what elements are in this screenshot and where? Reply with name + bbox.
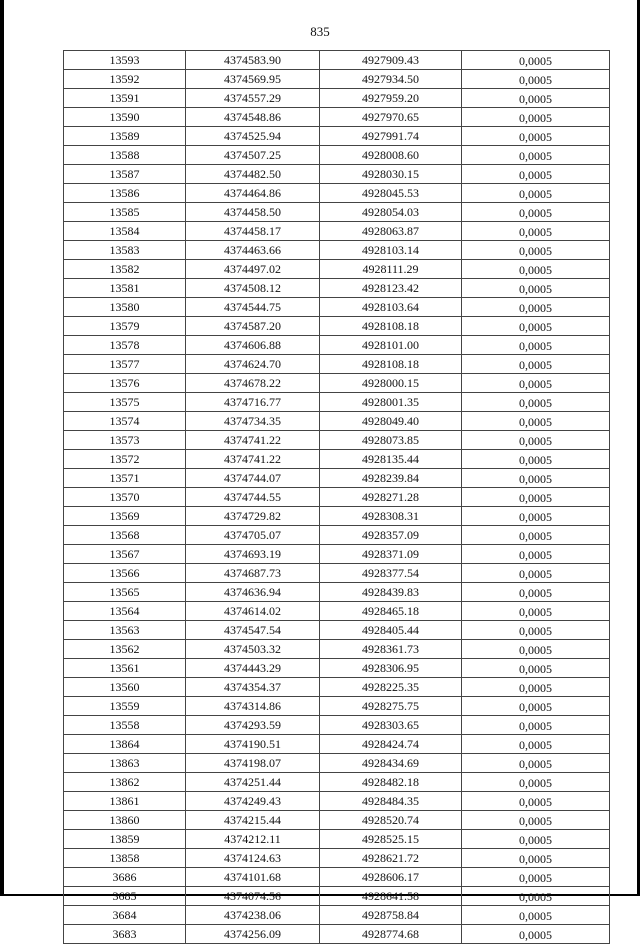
value-cell: 0,0005 bbox=[462, 564, 610, 583]
table-row bbox=[64, 488, 610, 507]
x-coordinate-cell: 4374293.59 bbox=[186, 716, 320, 735]
table-row bbox=[64, 336, 610, 355]
y-coordinate-cell: 4928465.18 bbox=[320, 602, 462, 621]
point-id-cell: 13858 bbox=[64, 849, 186, 868]
x-coordinate-cell: 4374190.51 bbox=[186, 735, 320, 754]
page-number: 835 bbox=[310, 24, 330, 39]
value-cell: 0,0005 bbox=[462, 317, 610, 336]
table-row bbox=[64, 469, 610, 488]
y-coordinate-cell: 4928606.17 bbox=[320, 868, 462, 887]
point-id-cell: 13584 bbox=[64, 222, 186, 241]
point-id-cell: 13566 bbox=[64, 564, 186, 583]
value-cell: 0,0005 bbox=[462, 70, 610, 89]
value-cell: 0,0005 bbox=[462, 431, 610, 450]
table-row bbox=[64, 127, 610, 146]
x-coordinate-cell: 4374614.02 bbox=[186, 602, 320, 621]
y-coordinate-cell: 4928225.35 bbox=[320, 678, 462, 697]
point-id-cell: 13859 bbox=[64, 830, 186, 849]
value-cell: 0,0005 bbox=[462, 659, 610, 678]
point-id-cell: 13568 bbox=[64, 526, 186, 545]
y-coordinate-cell: 4928308.31 bbox=[320, 507, 462, 526]
value-cell: 0,0005 bbox=[462, 279, 610, 298]
y-coordinate-cell: 4928520.74 bbox=[320, 811, 462, 830]
y-coordinate-cell: 4928108.18 bbox=[320, 355, 462, 374]
table-row bbox=[64, 811, 610, 830]
x-coordinate-cell: 4374544.75 bbox=[186, 298, 320, 317]
x-coordinate-cell: 4374587.20 bbox=[186, 317, 320, 336]
table-row bbox=[64, 222, 610, 241]
value-cell: 0,0005 bbox=[462, 526, 610, 545]
table-row bbox=[64, 51, 610, 70]
y-coordinate-cell: 4928306.95 bbox=[320, 659, 462, 678]
table-row bbox=[64, 241, 610, 260]
point-id-cell: 13862 bbox=[64, 773, 186, 792]
y-coordinate-cell: 4928045.53 bbox=[320, 184, 462, 203]
value-cell: 0,0005 bbox=[462, 545, 610, 564]
table-row bbox=[64, 203, 610, 222]
x-coordinate-cell: 4374238.06 bbox=[186, 906, 320, 925]
y-coordinate-cell: 4928135.44 bbox=[320, 450, 462, 469]
x-coordinate-cell: 4374734.35 bbox=[186, 412, 320, 431]
x-coordinate-cell: 4374716.77 bbox=[186, 393, 320, 412]
value-cell: 0,0005 bbox=[462, 583, 610, 602]
value-cell: 0,0005 bbox=[462, 697, 610, 716]
x-coordinate-cell: 4374557.29 bbox=[186, 89, 320, 108]
table-row bbox=[64, 754, 610, 773]
value-cell: 0,0005 bbox=[462, 108, 610, 127]
y-coordinate-cell: 4927970.65 bbox=[320, 108, 462, 127]
table-row bbox=[64, 925, 610, 944]
y-coordinate-cell: 4928371.09 bbox=[320, 545, 462, 564]
value-cell: 0,0005 bbox=[462, 298, 610, 317]
y-coordinate-cell: 4928405.44 bbox=[320, 621, 462, 640]
x-coordinate-cell: 4374729.82 bbox=[186, 507, 320, 526]
y-coordinate-cell: 4928063.87 bbox=[320, 222, 462, 241]
x-coordinate-cell: 4374636.94 bbox=[186, 583, 320, 602]
point-id-cell: 13581 bbox=[64, 279, 186, 298]
value-cell: 0,0005 bbox=[462, 887, 610, 906]
value-cell: 0,0005 bbox=[462, 773, 610, 792]
value-cell: 0,0005 bbox=[462, 393, 610, 412]
point-id-cell: 13567 bbox=[64, 545, 186, 564]
point-id-cell: 13861 bbox=[64, 792, 186, 811]
value-cell: 0,0005 bbox=[462, 640, 610, 659]
point-id-cell: 13592 bbox=[64, 70, 186, 89]
point-id-cell: 13576 bbox=[64, 374, 186, 393]
y-coordinate-cell: 4928108.18 bbox=[320, 317, 462, 336]
point-id-cell: 13572 bbox=[64, 450, 186, 469]
y-coordinate-cell: 4927991.74 bbox=[320, 127, 462, 146]
value-cell: 0,0005 bbox=[462, 488, 610, 507]
x-coordinate-cell: 4374443.29 bbox=[186, 659, 320, 678]
table-row bbox=[64, 317, 610, 336]
value-cell: 0,0005 bbox=[462, 222, 610, 241]
point-id-cell: 13583 bbox=[64, 241, 186, 260]
y-coordinate-cell: 4928000.15 bbox=[320, 374, 462, 393]
y-coordinate-cell: 4928271.28 bbox=[320, 488, 462, 507]
point-id-cell: 13588 bbox=[64, 146, 186, 165]
y-coordinate-cell: 4928439.83 bbox=[320, 583, 462, 602]
scan-edge-left bbox=[0, 0, 4, 896]
table-row bbox=[64, 906, 610, 925]
value-cell: 0,0005 bbox=[462, 849, 610, 868]
value-cell: 0,0005 bbox=[462, 260, 610, 279]
table-row bbox=[64, 564, 610, 583]
x-coordinate-cell: 4374624.70 bbox=[186, 355, 320, 374]
table-row bbox=[64, 868, 610, 887]
table-row bbox=[64, 792, 610, 811]
coordinates-table bbox=[63, 50, 610, 944]
point-id-cell: 13570 bbox=[64, 488, 186, 507]
y-coordinate-cell: 4928303.65 bbox=[320, 716, 462, 735]
x-coordinate-cell: 4374464.86 bbox=[186, 184, 320, 203]
table-row bbox=[64, 640, 610, 659]
value-cell: 0,0005 bbox=[462, 678, 610, 697]
table-row bbox=[64, 678, 610, 697]
x-coordinate-cell: 4374463.66 bbox=[186, 241, 320, 260]
x-coordinate-cell: 4374458.50 bbox=[186, 203, 320, 222]
value-cell: 0,0005 bbox=[462, 374, 610, 393]
y-coordinate-cell: 4928008.60 bbox=[320, 146, 462, 165]
value-cell: 0,0005 bbox=[462, 735, 610, 754]
x-coordinate-cell: 4374249.43 bbox=[186, 792, 320, 811]
table-row bbox=[64, 526, 610, 545]
point-id-cell: 13591 bbox=[64, 89, 186, 108]
point-id-cell: 13565 bbox=[64, 583, 186, 602]
y-coordinate-cell: 4928239.84 bbox=[320, 469, 462, 488]
y-coordinate-cell: 4928049.40 bbox=[320, 412, 462, 431]
y-coordinate-cell: 4928525.15 bbox=[320, 830, 462, 849]
value-cell: 0,0005 bbox=[462, 412, 610, 431]
y-coordinate-cell: 4928641.58 bbox=[320, 887, 462, 906]
value-cell: 0,0005 bbox=[462, 127, 610, 146]
point-id-cell: 13573 bbox=[64, 431, 186, 450]
table-row bbox=[64, 545, 610, 564]
table-row bbox=[64, 165, 610, 184]
x-coordinate-cell: 4374507.25 bbox=[186, 146, 320, 165]
point-id-cell: 13582 bbox=[64, 260, 186, 279]
value-cell: 0,0005 bbox=[462, 507, 610, 526]
point-id-cell: 13589 bbox=[64, 127, 186, 146]
x-coordinate-cell: 4374251.44 bbox=[186, 773, 320, 792]
y-coordinate-cell: 4927909.43 bbox=[320, 51, 462, 70]
value-cell: 0,0005 bbox=[462, 336, 610, 355]
point-id-cell: 13577 bbox=[64, 355, 186, 374]
y-coordinate-cell: 4928103.14 bbox=[320, 241, 462, 260]
point-id-cell: 13564 bbox=[64, 602, 186, 621]
point-id-cell: 13585 bbox=[64, 203, 186, 222]
x-coordinate-cell: 4374101.68 bbox=[186, 868, 320, 887]
table-row bbox=[64, 89, 610, 108]
point-id-cell: 13580 bbox=[64, 298, 186, 317]
table-row bbox=[64, 735, 610, 754]
point-id-cell: 13860 bbox=[64, 811, 186, 830]
x-coordinate-cell: 4374497.02 bbox=[186, 260, 320, 279]
table-row bbox=[64, 184, 610, 203]
y-coordinate-cell: 4928073.85 bbox=[320, 431, 462, 450]
x-coordinate-cell: 4374741.22 bbox=[186, 450, 320, 469]
y-coordinate-cell: 4928361.73 bbox=[320, 640, 462, 659]
x-coordinate-cell: 4374678.22 bbox=[186, 374, 320, 393]
value-cell: 0,0005 bbox=[462, 51, 610, 70]
y-coordinate-cell: 4928103.64 bbox=[320, 298, 462, 317]
x-coordinate-cell: 4374458.17 bbox=[186, 222, 320, 241]
table-row bbox=[64, 431, 610, 450]
table-row bbox=[64, 507, 610, 526]
x-coordinate-cell: 4374687.73 bbox=[186, 564, 320, 583]
value-cell: 0,0005 bbox=[462, 241, 610, 260]
point-id-cell: 13575 bbox=[64, 393, 186, 412]
point-id-cell: 13574 bbox=[64, 412, 186, 431]
x-coordinate-cell: 4374124.63 bbox=[186, 849, 320, 868]
value-cell: 0,0005 bbox=[462, 830, 610, 849]
y-coordinate-cell: 4928377.54 bbox=[320, 564, 462, 583]
point-id-cell: 3686 bbox=[64, 868, 186, 887]
table-row bbox=[64, 393, 610, 412]
table-row bbox=[64, 450, 610, 469]
x-coordinate-cell: 4374256.09 bbox=[186, 925, 320, 944]
table-row bbox=[64, 260, 610, 279]
y-coordinate-cell: 4928774.68 bbox=[320, 925, 462, 944]
point-id-cell: 13863 bbox=[64, 754, 186, 773]
point-id-cell: 3685 bbox=[64, 887, 186, 906]
value-cell: 0,0005 bbox=[462, 868, 610, 887]
x-coordinate-cell: 4374744.07 bbox=[186, 469, 320, 488]
x-coordinate-cell: 4374548.86 bbox=[186, 108, 320, 127]
value-cell: 0,0005 bbox=[462, 716, 610, 735]
point-id-cell: 13560 bbox=[64, 678, 186, 697]
table-row bbox=[64, 146, 610, 165]
table-row bbox=[64, 279, 610, 298]
x-coordinate-cell: 4374705.07 bbox=[186, 526, 320, 545]
value-cell: 0,0005 bbox=[462, 925, 610, 944]
value-cell: 0,0005 bbox=[462, 450, 610, 469]
table-row bbox=[64, 602, 610, 621]
x-coordinate-cell: 4374583.90 bbox=[186, 51, 320, 70]
table-row bbox=[64, 849, 610, 868]
y-coordinate-cell: 4928484.35 bbox=[320, 792, 462, 811]
value-cell: 0,0005 bbox=[462, 203, 610, 222]
x-coordinate-cell: 4374525.94 bbox=[186, 127, 320, 146]
y-coordinate-cell: 4928621.72 bbox=[320, 849, 462, 868]
x-coordinate-cell: 4374741.22 bbox=[186, 431, 320, 450]
x-coordinate-cell: 4374547.54 bbox=[186, 621, 320, 640]
table-row bbox=[64, 697, 610, 716]
point-id-cell: 13563 bbox=[64, 621, 186, 640]
value-cell: 0,0005 bbox=[462, 165, 610, 184]
value-cell: 0,0005 bbox=[462, 355, 610, 374]
x-coordinate-cell: 4374503.32 bbox=[186, 640, 320, 659]
x-coordinate-cell: 4374215.44 bbox=[186, 811, 320, 830]
table-row bbox=[64, 716, 610, 735]
table-row bbox=[64, 374, 610, 393]
y-coordinate-cell: 4928111.29 bbox=[320, 260, 462, 279]
x-coordinate-cell: 4374508.12 bbox=[186, 279, 320, 298]
point-id-cell: 13571 bbox=[64, 469, 186, 488]
y-coordinate-cell: 4928357.09 bbox=[320, 526, 462, 545]
value-cell: 0,0005 bbox=[462, 621, 610, 640]
x-coordinate-cell: 4374354.37 bbox=[186, 678, 320, 697]
table-row bbox=[64, 108, 610, 127]
value-cell: 0,0005 bbox=[462, 146, 610, 165]
x-coordinate-cell: 4374212.11 bbox=[186, 830, 320, 849]
x-coordinate-cell: 4374198.07 bbox=[186, 754, 320, 773]
table-row bbox=[64, 355, 610, 374]
value-cell: 0,0005 bbox=[462, 754, 610, 773]
x-coordinate-cell: 4374314.86 bbox=[186, 697, 320, 716]
point-id-cell: 13558 bbox=[64, 716, 186, 735]
table-row bbox=[64, 773, 610, 792]
point-id-cell: 13561 bbox=[64, 659, 186, 678]
point-id-cell: 13587 bbox=[64, 165, 186, 184]
value-cell: 0,0005 bbox=[462, 906, 610, 925]
y-coordinate-cell: 4928001.35 bbox=[320, 393, 462, 412]
value-cell: 0,0005 bbox=[462, 811, 610, 830]
point-id-cell: 13579 bbox=[64, 317, 186, 336]
point-id-cell: 13864 bbox=[64, 735, 186, 754]
value-cell: 0,0005 bbox=[462, 469, 610, 488]
table-row bbox=[64, 583, 610, 602]
y-coordinate-cell: 4928275.75 bbox=[320, 697, 462, 716]
table-row bbox=[64, 70, 610, 89]
x-coordinate-cell: 4374606.88 bbox=[186, 336, 320, 355]
value-cell: 0,0005 bbox=[462, 602, 610, 621]
table-row bbox=[64, 659, 610, 678]
x-coordinate-cell: 4374744.55 bbox=[186, 488, 320, 507]
point-id-cell: 13593 bbox=[64, 51, 186, 70]
value-cell: 0,0005 bbox=[462, 184, 610, 203]
y-coordinate-cell: 4927959.20 bbox=[320, 89, 462, 108]
y-coordinate-cell: 4928434.69 bbox=[320, 754, 462, 773]
coordinates-table-container bbox=[63, 50, 609, 944]
point-id-cell: 13586 bbox=[64, 184, 186, 203]
x-coordinate-cell: 4374074.56 bbox=[186, 887, 320, 906]
table-row bbox=[64, 621, 610, 640]
table-row bbox=[64, 830, 610, 849]
y-coordinate-cell: 4928054.03 bbox=[320, 203, 462, 222]
point-id-cell: 3684 bbox=[64, 906, 186, 925]
x-coordinate-cell: 4374482.50 bbox=[186, 165, 320, 184]
y-coordinate-cell: 4928424.74 bbox=[320, 735, 462, 754]
coordinates-table-body bbox=[64, 51, 610, 944]
point-id-cell: 13562 bbox=[64, 640, 186, 659]
table-row bbox=[64, 412, 610, 431]
table-row bbox=[64, 298, 610, 317]
point-id-cell: 3683 bbox=[64, 925, 186, 944]
point-id-cell: 13578 bbox=[64, 336, 186, 355]
value-cell: 0,0005 bbox=[462, 792, 610, 811]
y-coordinate-cell: 4928030.15 bbox=[320, 165, 462, 184]
table-row bbox=[64, 887, 610, 906]
y-coordinate-cell: 4928101.00 bbox=[320, 336, 462, 355]
point-id-cell: 13569 bbox=[64, 507, 186, 526]
point-id-cell: 13590 bbox=[64, 108, 186, 127]
y-coordinate-cell: 4927934.50 bbox=[320, 70, 462, 89]
y-coordinate-cell: 4928123.42 bbox=[320, 279, 462, 298]
x-coordinate-cell: 4374693.19 bbox=[186, 545, 320, 564]
x-coordinate-cell: 4374569.95 bbox=[186, 70, 320, 89]
y-coordinate-cell: 4928482.18 bbox=[320, 773, 462, 792]
value-cell: 0,0005 bbox=[462, 89, 610, 108]
y-coordinate-cell: 4928758.84 bbox=[320, 906, 462, 925]
point-id-cell: 13559 bbox=[64, 697, 186, 716]
